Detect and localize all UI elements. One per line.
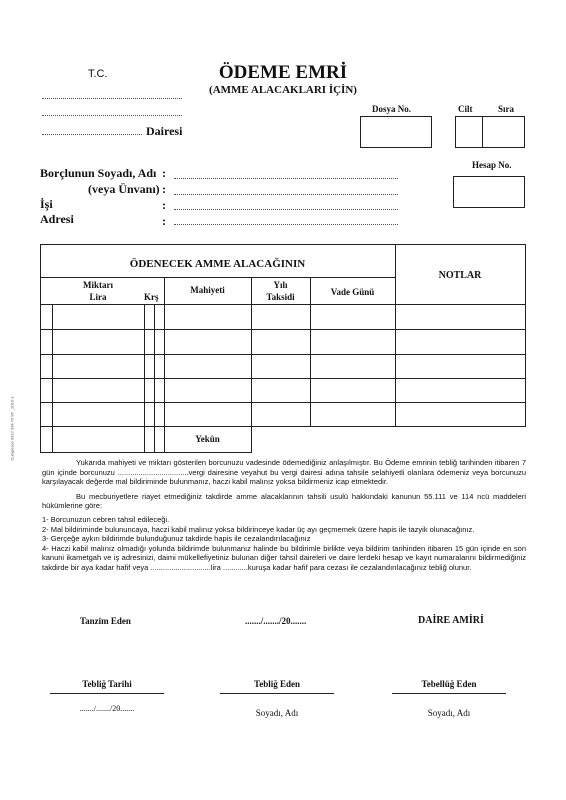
teblig-tarihi-label: Tebliğ Tarihi [82,679,132,689]
colon-4: : [162,214,166,228]
teblig-eden-label: Tebliğ Eden [254,679,300,689]
institution-line-2[interactable] [42,115,182,116]
item-2: 2- Mal bildiriminde bulununcaya, haczi kabil malınız yoksa bildirinceye kadar üç ayı geçmemek üzere hapis ile tazyik olunacağınız. [42,524,475,534]
isi-label: İşi [40,197,53,211]
yekun-label: Yekûn [195,434,220,444]
lira-header: Lira [89,292,107,302]
teblig-tarihi-line[interactable] [50,693,164,694]
adresi-field[interactable] [174,224,398,225]
daire-amiri-label: DAİRE AMİRİ [418,615,484,626]
cilt-label: Cilt [458,104,473,114]
unvani-label: (veya Ünvanı) [88,182,160,196]
item-4: 4- Haczi kabil malınız olmadığı yolunda bildirimde bulunmanız halinde bu bildirimle birlikte veya bildirim tarihinden itibaren 15 gün içinde en son kanuni ikametgah ve iş adresinizi, daimi mükellefiyetiniz bulunan diğer tahsil daireleri ve daire lerdeki hesap ve kayıt numaralarını bildirmediğiniz takdirde bir aya kadar hafif veya .............................lira ............kuruşa kadar hafif para cezası ile cezalandırılacağınız tebliğ olunur. [42,543,526,572]
tanzim-eden-label: Tanzim Eden [80,616,131,626]
colon-1: : [162,166,166,180]
tanzim-date[interactable]: ......./......./20....... [245,616,307,626]
printer-code: Cumpesan 0312 334 70 96 _2019-1 [9,396,15,461]
tebellug-eden-label: Tebellüğ Eden [421,679,477,689]
colon-2: : [162,182,166,196]
colon-3: : [162,198,166,212]
borclu-soyadi-adi-label: Borçlunun Soyadı, Adı [40,166,157,180]
page-title: ÖDEME EMRİ [218,62,348,83]
isi-field[interactable] [174,209,398,210]
krs-header: Krş [144,292,159,302]
vade-gunu-header: Vade Günü [330,287,375,297]
yili-header: Yılı [273,280,288,290]
adresi-label: Adresi [40,212,74,226]
item-1: 1- Borcunuzun cebren tahsil edileceği. [42,514,170,524]
paragraph-1: Yukarıda mahiyeti ve miktarı gösterilen borcunuzu vadesinde ödemediğiniz anlaşılmıştır. Bu Ödeme emrinin tebliğ tarihinden itibaren 7 gün içinde borcunuzu ..................................vergi dairesine veyahut bu vergi dairesi adına tahsile selahiyetli olanlara ödemeniz veya borcunuzu karşılayacak değerde mal bildiriminde bulunmanız, haczi kabil malınız yoksa bildirmeniz icap etmektedir. [42,458,526,487]
amme-alacagi-table [40,244,526,453]
dairesi-line[interactable] [42,134,142,135]
tc-label: T.C. [88,68,108,80]
item-3: 3- Gerçeğe aykırı bildirimde bulunduğunuz takdirde hapis ile cezalandırılacağınız [42,534,311,544]
hesap-no-box[interactable] [453,176,525,208]
notlar-header: NOTLAR [438,270,482,281]
institution-line-1[interactable] [42,98,182,99]
teblig-eden-line[interactable] [220,693,334,694]
tebellug-eden-soyadi: Soyadı, Adı [427,708,471,718]
section-title: ÖDENECEK AMME ALACAĞININ [129,258,306,270]
cilt-sira-box[interactable] [455,116,525,148]
dairesi-label: Dairesi [146,124,183,138]
teblig-date-placeholder[interactable]: ......./......./20....... [79,704,135,713]
borclu-soyadi-adi-field[interactable] [174,178,398,179]
unvani-field[interactable] [174,194,398,195]
mahiyeti-header: Mahiyeti [190,285,225,295]
taksidi-header: Taksidi [266,292,295,302]
dosya-no-box[interactable] [360,116,432,148]
body-text [42,458,526,573]
hesap-no-label: Hesap No. [472,160,512,170]
dosya-no-label: Dosya No. [372,104,412,114]
cilt-sira-divider [482,117,483,147]
paragraph-2: Bu mecburiyetlere riayet etmediğiniz takdirde amme alacaklarının tahsili usulü hakkındaki kanunun 55.111 ve 114 ncü maddeleri hükümlerine göre: [42,491,526,511]
sira-label: Sıra [498,104,515,114]
teblig-eden-soyadi: Soyadı, Adı [255,708,299,718]
miktari-header: Miktarı [83,280,113,290]
tebellug-eden-line[interactable] [392,693,506,694]
page-subtitle: (AMME ALACAKLARI İÇİN) [209,84,357,96]
